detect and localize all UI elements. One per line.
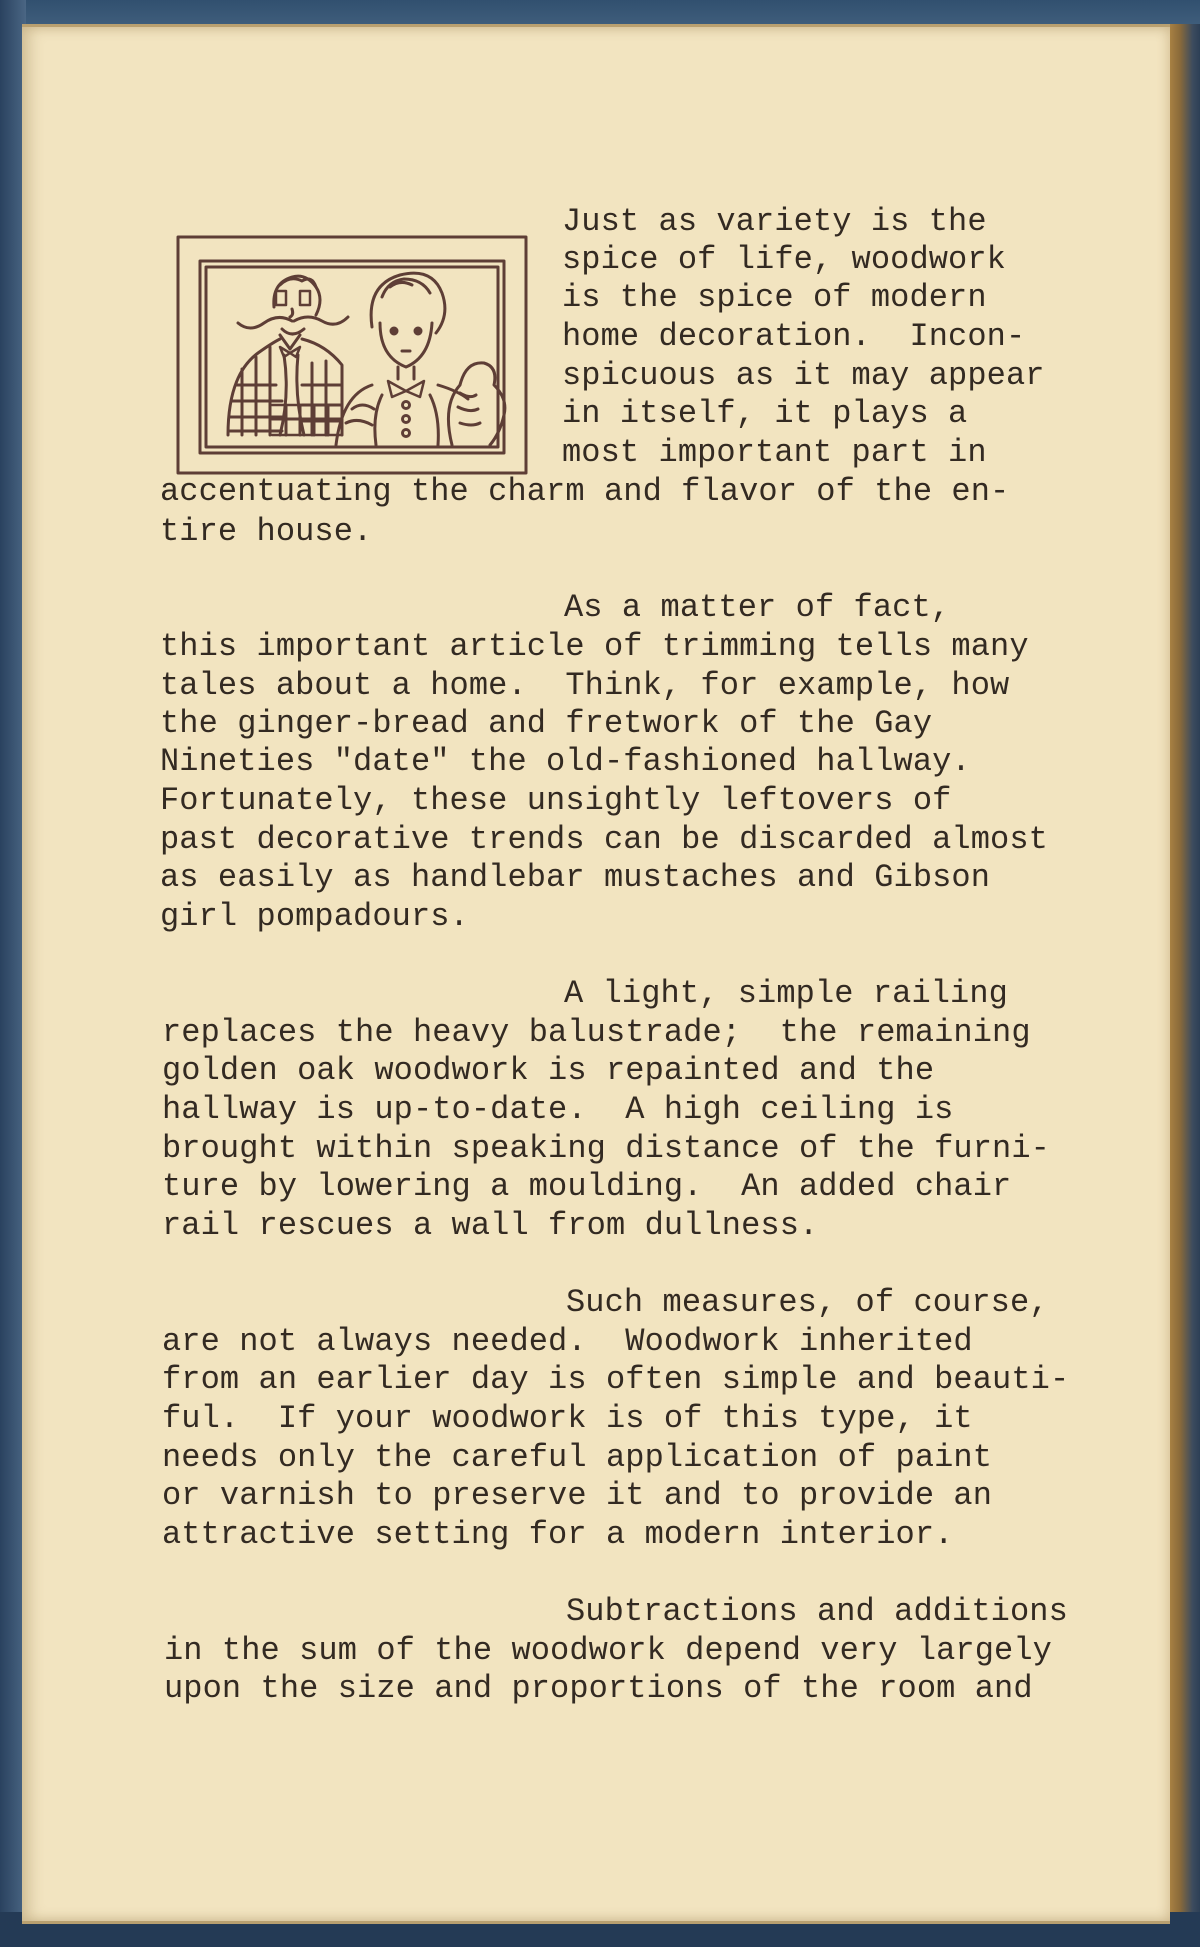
- text-line: most important part in: [562, 434, 987, 471]
- text-line: is the spice of modern: [562, 279, 987, 316]
- text-line: tales about a home. Think, for example, how: [160, 667, 1010, 704]
- text-line: needs only the careful application of paint: [162, 1439, 993, 1476]
- text-line: girl pompadours.: [160, 898, 469, 935]
- text-line: hallway is up-to-date. A high ceiling is: [162, 1091, 954, 1128]
- text-line: spice of life, woodwork: [562, 241, 1006, 278]
- text-line: ture by lowering a moulding. An added chair: [162, 1168, 1012, 1205]
- text-line: As a matter of fact,: [564, 589, 951, 626]
- text-line: the ginger-bread and fretwork of the Gay: [160, 705, 933, 742]
- text-line: replaces the heavy balustrade; the remaining: [162, 1014, 1031, 1051]
- text-line: Subtractions and additions: [566, 1593, 1068, 1630]
- text-line: in the sum of the woodwork depend very largely: [164, 1632, 1052, 1669]
- text-line: past decorative trends can be discarded almost: [160, 821, 1048, 858]
- text-line: golden oak woodwork is repainted and the: [162, 1052, 935, 1089]
- text-line: A light, simple railing: [564, 975, 1008, 1012]
- text-line: or varnish to preserve it and to provide an: [162, 1477, 993, 1514]
- text-line: brought within speaking distance of the furni-: [162, 1130, 1050, 1167]
- text-line: spicuous as it may appear: [562, 357, 1045, 394]
- text-line: Just as variety is the: [562, 203, 987, 240]
- text-line: attractive setting for a modern interior.: [162, 1516, 954, 1553]
- text-line: from an earlier day is often simple and beauti-: [162, 1361, 1070, 1398]
- text-line: accentuating the charm and flavor of the en-: [160, 473, 1010, 510]
- text-line: in itself, it plays a: [562, 395, 968, 432]
- text-line: upon the size and proportions of the room and: [164, 1670, 1033, 1707]
- text-line: Fortunately, these unsightly leftovers of: [160, 782, 952, 819]
- text-line: this important article of trimming tells many: [160, 628, 1029, 665]
- text-line: rail rescues a wall from dullness.: [162, 1207, 819, 1244]
- text-line: are not always needed. Woodwork inherited: [162, 1323, 973, 1360]
- text-line: ful. If your woodwork is of this type, it: [162, 1400, 973, 1437]
- book-page: [22, 24, 1170, 1924]
- text-line: tire house.: [160, 513, 373, 550]
- text-line: Such measures, of course,: [566, 1284, 1049, 1321]
- man-and-woman-illustration-icon: [176, 235, 528, 475]
- text-line: Nineties "date" the old-fashioned hallway.: [160, 743, 971, 780]
- text-line: home decoration. Incon-: [562, 318, 1026, 355]
- text-line: as easily as handlebar mustaches and Gibson: [160, 859, 991, 896]
